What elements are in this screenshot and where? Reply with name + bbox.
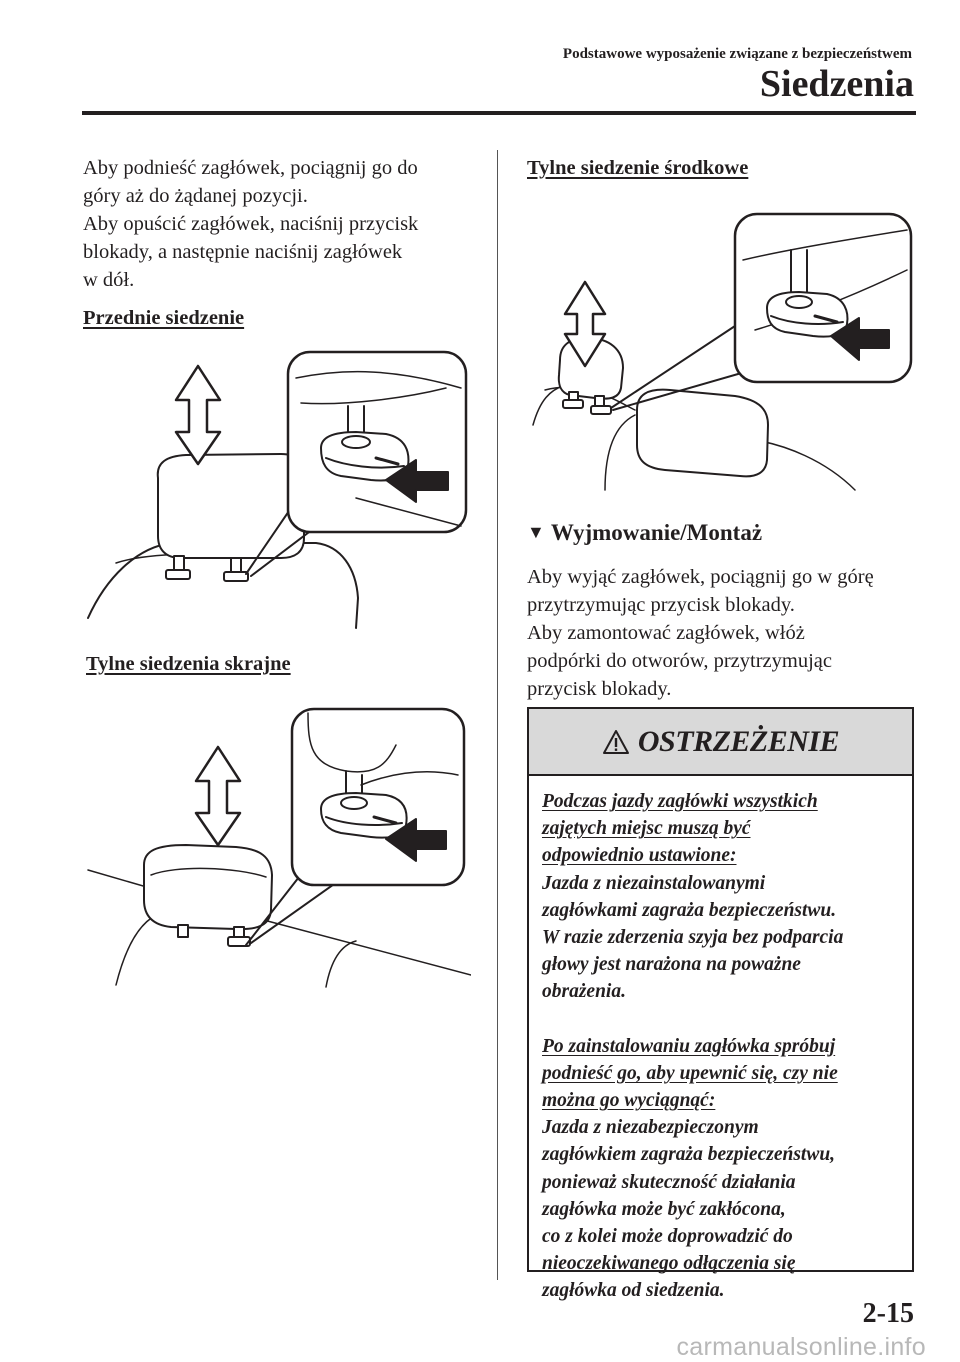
section-title: Siedzenia [759, 63, 914, 105]
text-line: Aby opuścić zagłówek, naciśnij przycisk [83, 213, 419, 235]
watermark: carmanualsonline.info [676, 1333, 926, 1361]
warning-text-line: obrażenia. [542, 981, 626, 1003]
warning-text-line: ponieważ skuteczność działania [542, 1171, 796, 1193]
rear-center-seat-illustration [525, 210, 917, 500]
warning-heading-line: zajętych miejsc muszą być [542, 818, 751, 840]
rear-center-seat-heading: Tylne siedzenie środkowe [527, 157, 749, 179]
text-line: Aby podnieść zagłówek, pociągnij go do [83, 157, 418, 179]
left-column [83, 154, 483, 332]
raise-lower-instructions [83, 154, 483, 294]
text-line: przycisk blokady. [527, 678, 672, 700]
paragraph-gap [542, 1006, 898, 1033]
chapter-title: Podstawowe wyposażenie związane z bezpieczeństwem [562, 46, 912, 62]
removal-installation-heading [527, 520, 762, 546]
warning-text-line: zagłówkami zagraża bezpieczeństwu. [542, 899, 837, 921]
warning-text-line: Jazda z niezainstalowanymi [542, 872, 766, 894]
front-seat-illustration [86, 348, 471, 638]
warning-text-line: W razie zderzenia szyja bez podparcia [542, 927, 844, 949]
warning-heading-line: można go wyciągnąć: [542, 1090, 716, 1112]
page-number: 2-15 [862, 1298, 914, 1329]
warning-box [527, 707, 914, 1302]
warning-title: OSTRZEŻENIE [637, 724, 840, 758]
warning-text-line: co z kolei może doprowadzić do [542, 1226, 793, 1248]
warning-heading-line: podnieść go, aby upewnić się, czy nie [542, 1062, 838, 1084]
text-line: podpórki do otworów, przytrzymując [527, 650, 832, 672]
removal-instructions [527, 563, 917, 703]
text-line: w dół. [83, 269, 135, 291]
warning-text-line: zagłówka może być zakłócona, [542, 1198, 786, 1220]
text-line: Aby zamontować zagłówek, włóż [527, 622, 805, 644]
warning-text-line: zagłówka od siedzenia. [542, 1280, 725, 1302]
warning-heading-line: Podczas jazdy zagłówki wszystkich [542, 791, 818, 812]
warning-text-line: głowy jest narażona na poważne [542, 954, 801, 976]
section-heading-text: Wyjmowanie/Montaż [550, 520, 763, 545]
warning-header [529, 709, 912, 776]
rear-outer-seat-illustration [86, 705, 471, 995]
triangle-marker-icon: ▼ [527, 522, 545, 542]
warning-triangle-icon [602, 729, 630, 755]
warning-heading-line: Po zainstalowaniu zagłówka spróbuj [542, 1035, 836, 1057]
text-line: Aby wyjąć zagłówek, pociągnij go w górę [527, 566, 874, 588]
text-line: góry aż do żądanej pozycji. [83, 185, 308, 207]
warning-heading-line: odpowiednio ustawione: [542, 845, 737, 867]
warning-body [529, 776, 912, 1305]
right-column [527, 154, 917, 182]
rear-outer-seat-heading: Tylne siedzenia skrajne [86, 653, 291, 675]
header-rule [82, 111, 916, 115]
column-divider [497, 150, 498, 1280]
front-seat-heading: Przednie siedzenie [83, 307, 245, 329]
warning-text-line: nieoczekiwanego odłączenia się [542, 1253, 796, 1275]
warning-text-line: zagłówkiem zagraża bezpieczeństwu, [542, 1144, 836, 1166]
text-line: blokady, a następnie naciśnij zagłówek [83, 241, 403, 263]
warning-text-line: Jazda z niezabezpieczonym [542, 1117, 759, 1139]
text-line: przytrzymując przycisk blokady. [527, 594, 795, 616]
